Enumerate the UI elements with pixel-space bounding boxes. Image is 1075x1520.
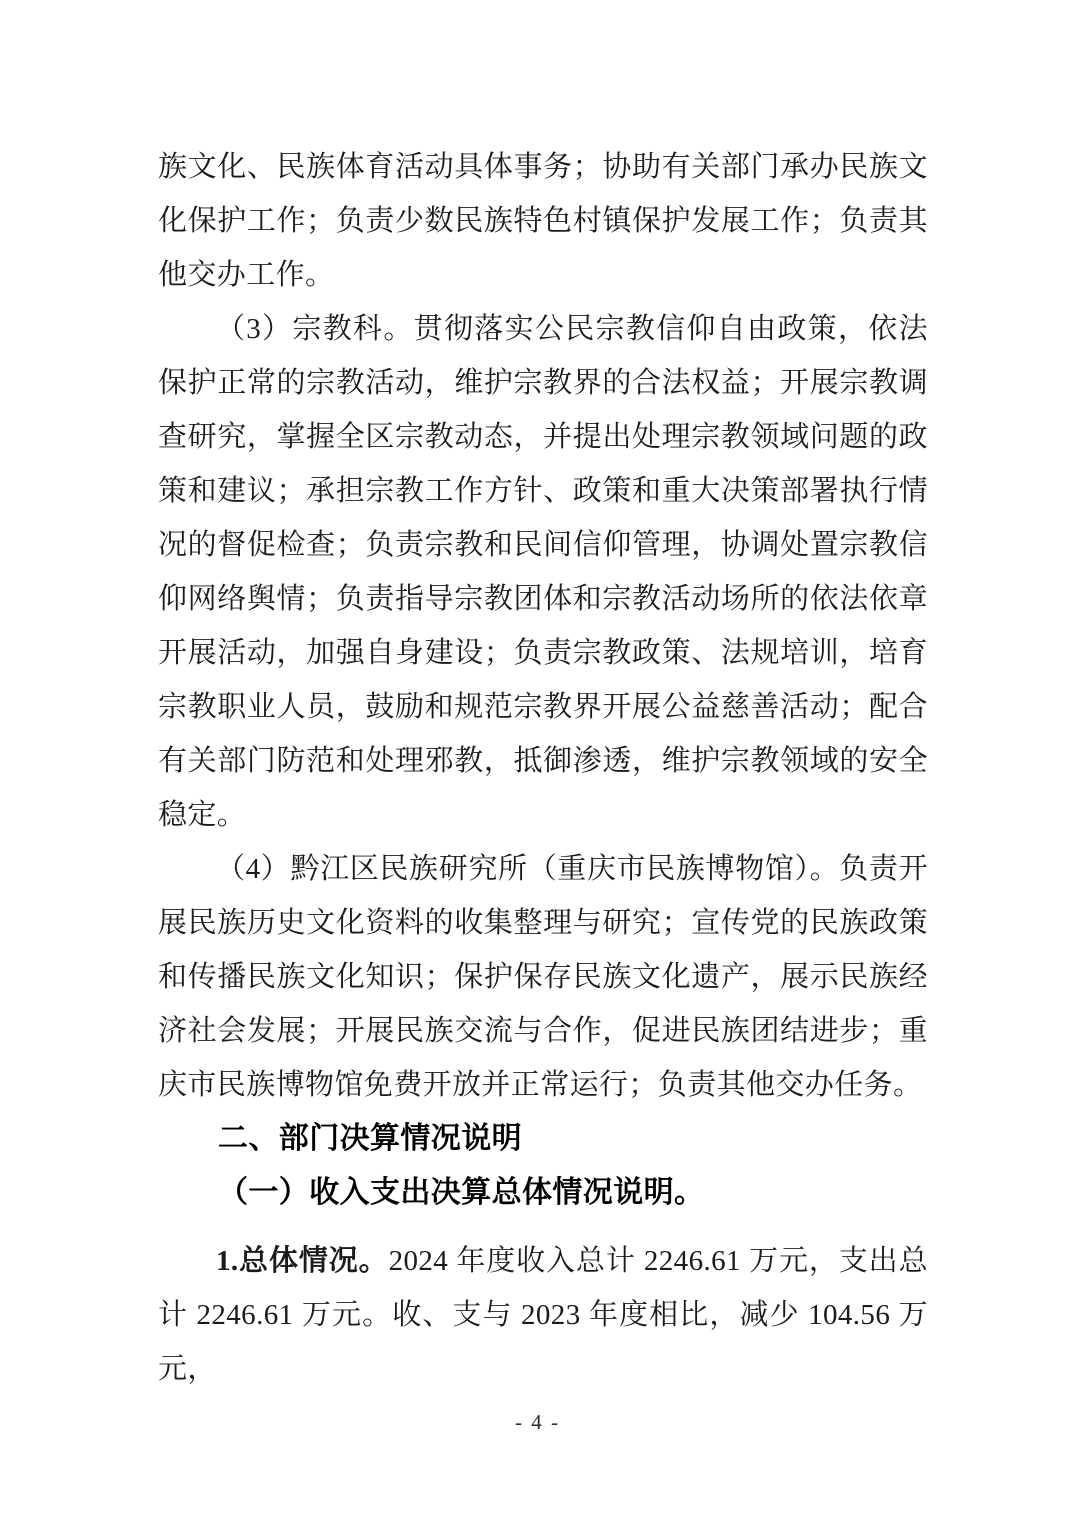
page-content — [158, 140, 928, 1396]
page-footer — [0, 1408, 1075, 1436]
paragraph-religion-section: （3）宗教科。贯彻落实公民宗教信仰自由政策，依法保护正常的宗教活动，维护宗教界的合法权益；开展宗教调查研究，掌握全区宗教动态，并提出处理宗教领域问题的政策和建议；承担宗教工作方针、政策和重大决策部署执行情况的督促检查；负责宗教和民间信仰管理，协调处置宗教信仰网络舆情；负责指导宗教团体和宗教活动场所的依法依章开展活动，加强自身建设；负责宗教政策、法规培训，培育宗教职业人员，鼓励和规范宗教界开展公益慈善活动；配合有关部门防范和处理邪教，抵御渗透，维护宗教领域的安全稳定。 — [158, 313, 928, 831]
paragraph-ethnic-research-institute: （4）黔江区民族研究所（重庆市民族博物馆）。负责开展民族历史文化资料的收集整理与研究；宣传党的民族政策和传播民族文化知识；保护保存民族文化遗产，展示民族经济社会发展；开展民族交流与合作，促进民族团结进步；重庆市民族博物馆免费开放并正常运行；负责其他交办任务。 — [158, 853, 928, 1101]
overall-situation-text: 2024 年度收入总计 2246.61 万元，支出总计 2246.61 万元。收、支与 2023 年度相比，减少 104.56 万元， — [158, 1245, 928, 1385]
section-heading-final-accounts: 二、部门决算情况说明 — [218, 1122, 522, 1155]
overall-situation-lead-label: 1.总体情况。 — [216, 1245, 389, 1277]
subsection-heading-income-expenditure: （一）收入支出决算总体情况说明。 — [218, 1176, 705, 1209]
page-number: - 4 - — [515, 1410, 560, 1434]
paragraph-duties-continuation: 族文化、民族体育活动具体事务；协助有关部门承办民族文化保护工作；负责少数民族特色村镇保护发展工作；负责其他交办工作。 — [158, 151, 928, 291]
paragraph-overall-situation — [158, 1234, 928, 1396]
